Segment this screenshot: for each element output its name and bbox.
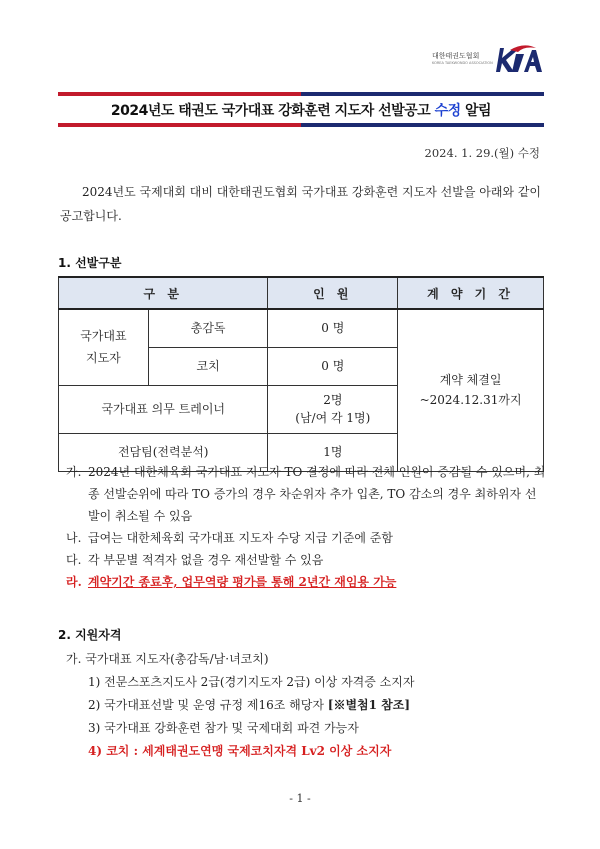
intro-paragraph: 2024년도 국제대회 대비 대한태권도협회 국가대표 강화훈련 지도자 선발을 아래와 같이 공고합니다.: [60, 185, 542, 223]
note-marker: 가.: [66, 465, 82, 479]
note-text: 각 부문별 적격자 없을 경우 재선발할 수 있음: [88, 553, 324, 567]
row-count: 2명 (남/여 각 1명): [268, 385, 398, 433]
title-text: 2024년도 태권도 국가대표 강화훈련 지도자 선발공고: [110, 103, 435, 119]
header-category: 구 분: [59, 277, 268, 309]
kta-logo: [432, 44, 532, 78]
table-header-row: [59, 277, 544, 309]
group-label: 국가대표 지도자: [59, 309, 149, 385]
qualification-item-highlighted: 4) 코치 : 세계태권도연맹 국제코치자격 Lv2 이상 소지자: [88, 744, 392, 758]
logo-text-korean: 대한태권도협회: [432, 52, 480, 60]
qualification-item: 3) 국가대표 강화훈련 참가 및 국제대회 파견 가능자: [88, 721, 359, 735]
title-text-end: 알림: [460, 103, 492, 119]
selection-table: [58, 276, 544, 472]
row-label: 코치: [148, 347, 268, 385]
note-item-highlighted: [66, 571, 546, 593]
qualification-item: 1) 전문스포츠지도사 2급(경기지도자 2급) 이상 자격증 소지자: [88, 675, 415, 689]
row-label: 총감독: [148, 309, 268, 347]
attachment-reference: [※별첨1 참조]: [327, 698, 411, 712]
note-item: [66, 527, 546, 549]
row-label: 국가대표 의무 트레이너: [59, 385, 268, 433]
title-highlight: 수정: [434, 103, 461, 119]
note-marker: 다.: [66, 553, 82, 567]
note-marker: 라.: [66, 575, 82, 589]
row-count: 0 명: [268, 347, 398, 385]
logo-text-english: KOREA TAEKWONDO ASSOCIATION: [432, 61, 493, 65]
header-contract-period: 계 약 기 간: [398, 277, 544, 309]
kta-logo-mark-icon: [494, 44, 544, 74]
note-item: [66, 549, 546, 571]
section-1-heading: 1. 선발구분: [58, 256, 122, 270]
revision-date: 2024. 1. 29.(월) 수정: [424, 146, 540, 160]
title-top-rule: [58, 92, 544, 96]
title-bottom-rule: [58, 123, 544, 127]
header-headcount: 인 원: [268, 277, 398, 309]
section-2-body: [66, 648, 546, 763]
note-text: 급여는 대한체육회 국가대표 지도자 수당 지급 기준에 준함: [88, 531, 393, 545]
table-row: [59, 309, 544, 347]
page-number: - 1 -: [289, 792, 311, 805]
qualification-text: 2) 국가대표선발 및 운영 규정 제16조 해당자: [88, 698, 328, 712]
contract-period: 계약 체결일 ~2024.12.31까지: [398, 309, 544, 471]
note-marker: 나.: [66, 531, 82, 545]
note-item: [66, 461, 546, 527]
section-2-heading: 2. 지원자격: [58, 628, 122, 642]
note-text: 2024년 대한체육회 국가대표 지도자 TO 결정에 따라 전체 인원이 증감될 수 있으며, 최종 선발순위에 따라 TO 증가의 경우 차순위자 추가 입촌, TO 감소의 경우 최하위자 선발이 취소될 수 있음: [88, 465, 546, 523]
row-count: 0 명: [268, 309, 398, 347]
section-1-notes: [66, 461, 546, 593]
note-text: 계약기간 종료후, 업무역량 평가를 통해 2년간 재임용 가능: [88, 575, 397, 589]
qualification-item: [66, 694, 546, 717]
row-label: 전담팀(전력분석): [59, 433, 268, 471]
document-title: [58, 100, 544, 120]
row-count: 1명: [268, 433, 398, 471]
section-2-subheading: 가. 국가대표 지도자(총감독/남·녀코치): [66, 652, 269, 666]
